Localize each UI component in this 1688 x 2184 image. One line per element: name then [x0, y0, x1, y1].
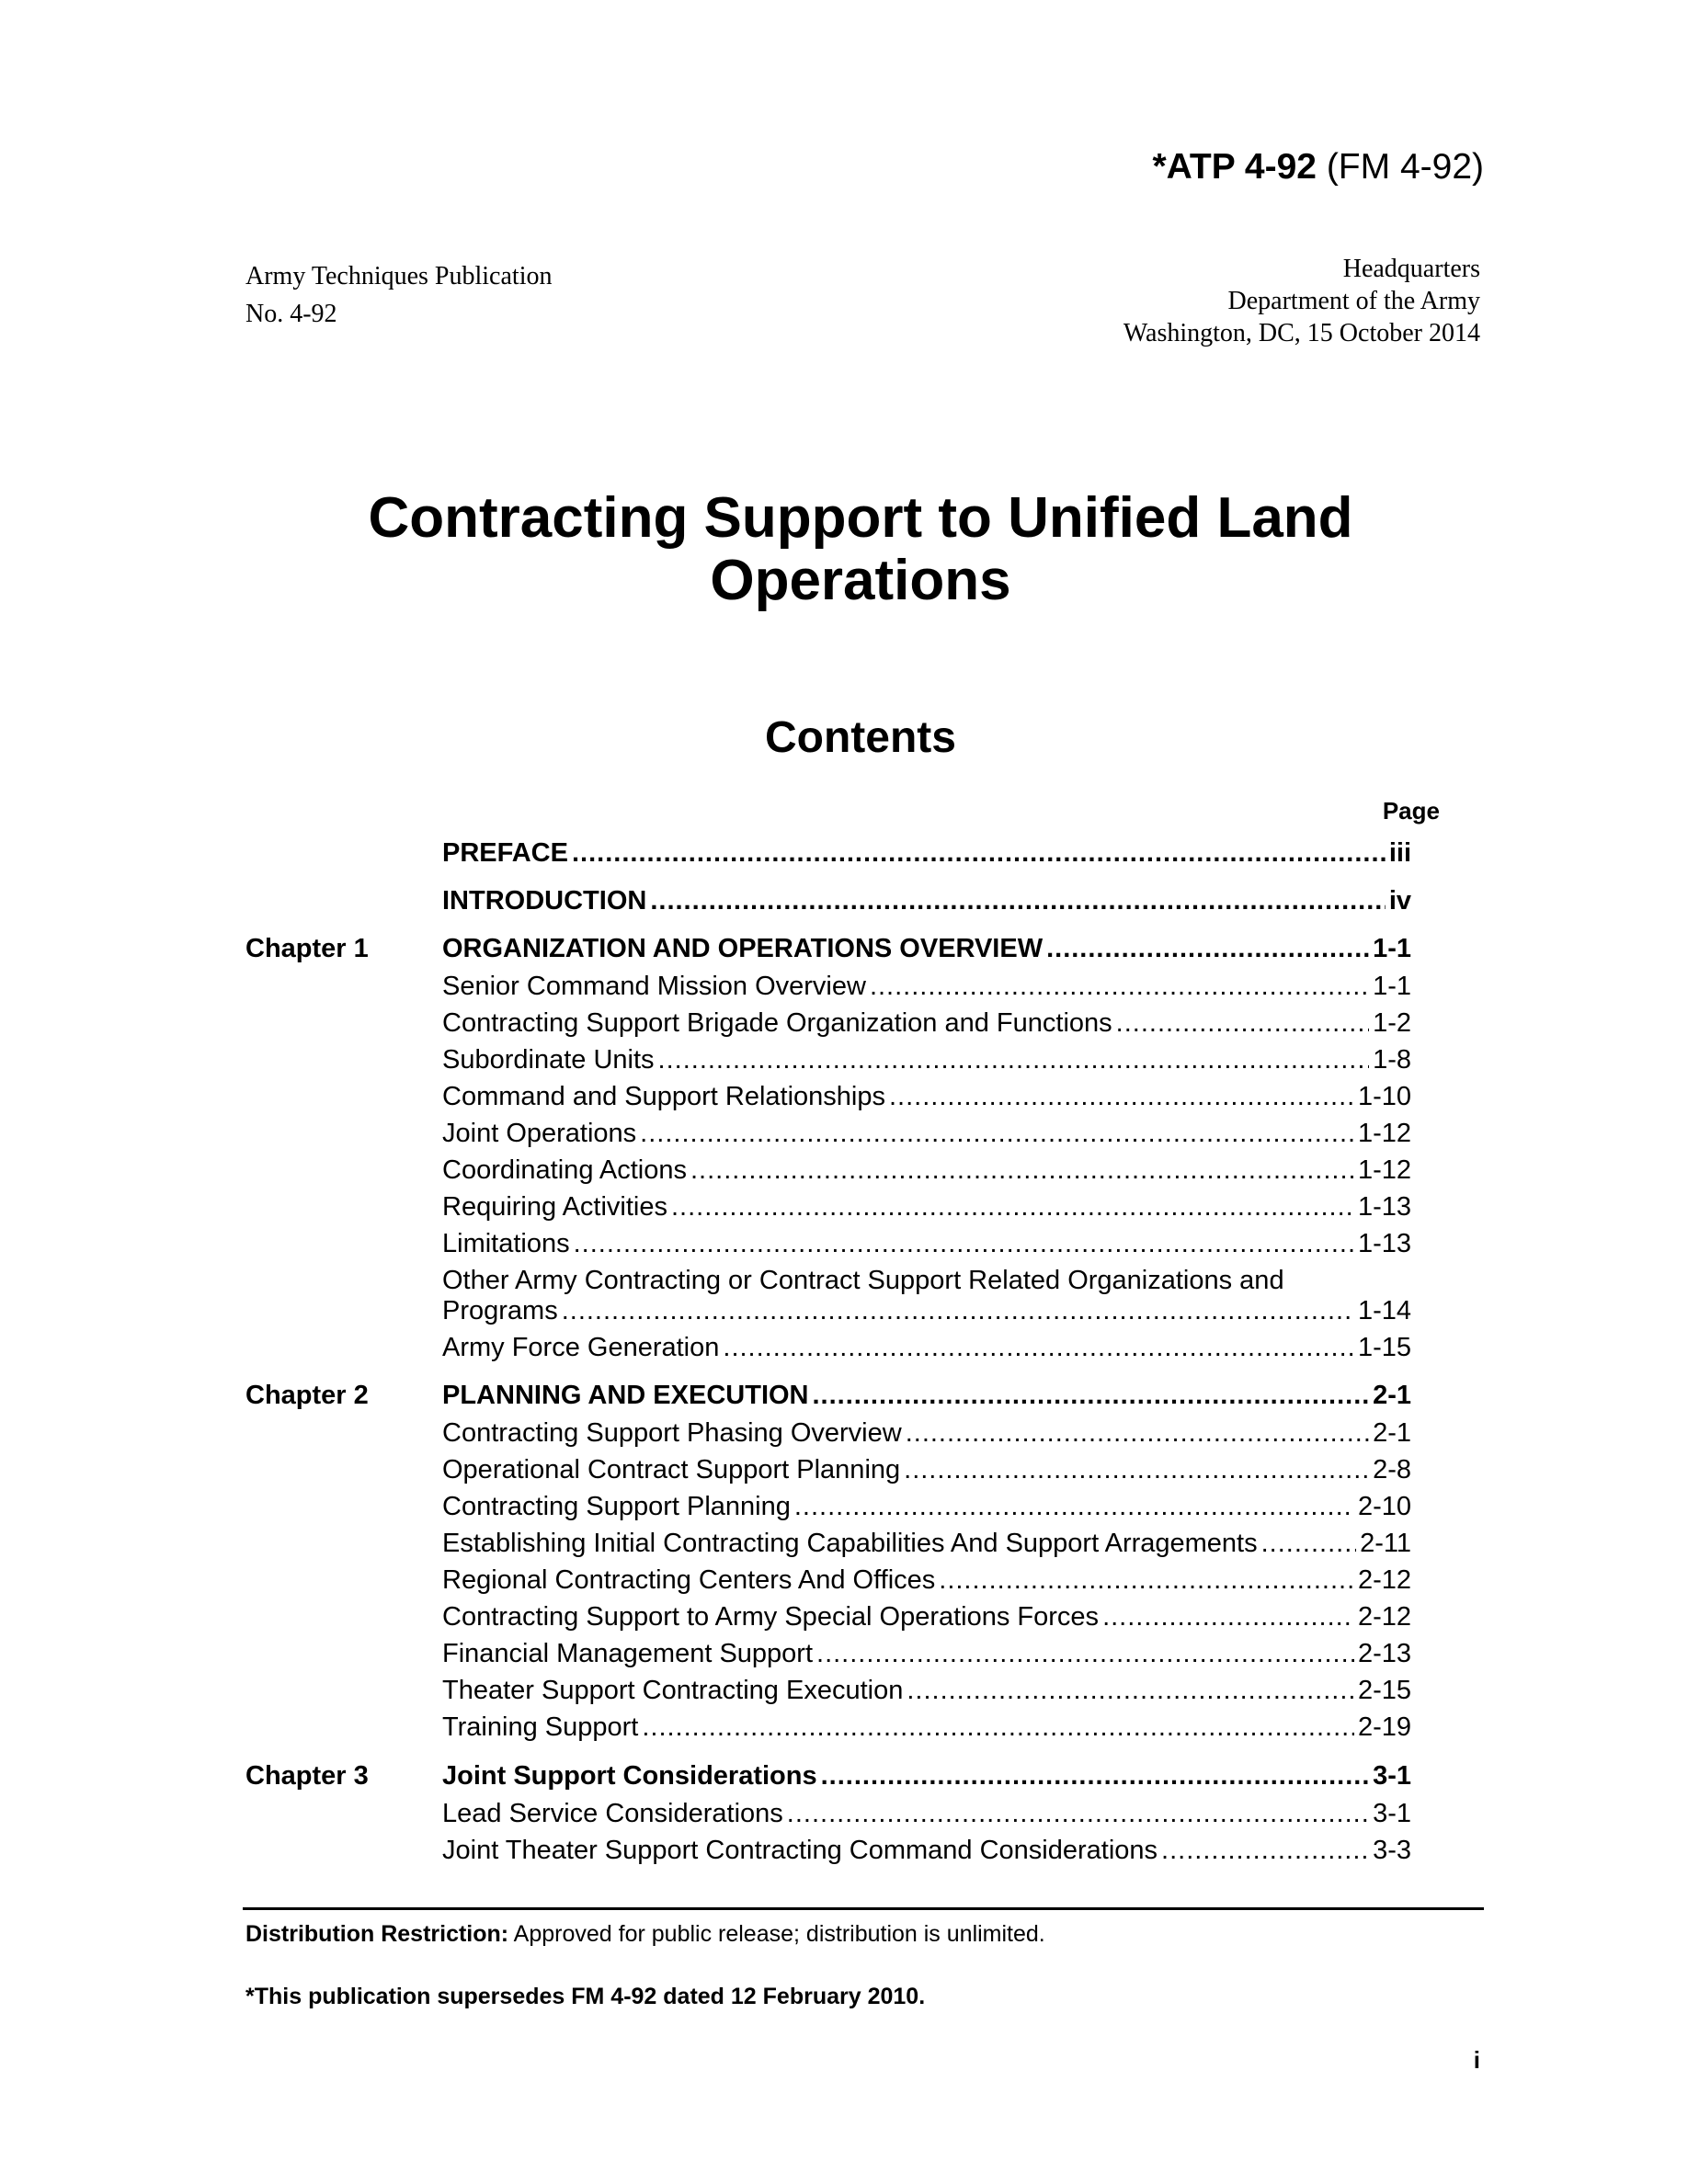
toc-entry-page: 2-1	[1373, 1418, 1411, 1448]
toc-entry-title: Contracting Support to Army Special Operations Forces	[442, 1602, 1100, 1632]
toc-leader-dots	[1161, 1836, 1369, 1866]
toc-section-wrapped-line[interactable]: Other Army Contracting or Contract Support Related Organizations and	[442, 1266, 1284, 1295]
toc-entry-title: Contracting Support Planning	[442, 1492, 791, 1521]
publication-line-2: No. 4-92	[245, 300, 337, 328]
page-number: i	[1473, 2046, 1480, 2074]
toc-entry-preface[interactable]	[442, 838, 1411, 869]
toc-entry-title: Coordinating Actions	[442, 1155, 687, 1185]
toc-chapter-2[interactable]	[442, 1381, 1411, 1411]
toc-leader-dots	[787, 1799, 1369, 1829]
toc-leader-dots	[574, 1229, 1354, 1259]
designation-sub: (FM 4-92)	[1326, 147, 1484, 187]
toc-section[interactable]	[442, 1529, 1411, 1559]
toc-entry-page: 3-3	[1373, 1836, 1411, 1865]
toc-entry-page: 1-14	[1357, 1296, 1411, 1325]
toc-leader-dots	[906, 1418, 1369, 1449]
toc-entry-title: Establishing Initial Contracting Capabilities And Support Arragements	[442, 1529, 1258, 1558]
toc-section[interactable]	[442, 1229, 1411, 1259]
toc-section[interactable]	[442, 1712, 1411, 1743]
headquarters-line-1: Headquarters	[1342, 255, 1480, 283]
toc-leader-dots	[658, 1045, 1370, 1075]
toc-leader-dots	[939, 1565, 1354, 1596]
toc-leader-dots	[889, 1082, 1354, 1112]
toc-entry-introduction[interactable]	[442, 886, 1411, 916]
headquarters-block	[1123, 253, 1480, 349]
toc-entry-page: 1-8	[1373, 1045, 1411, 1075]
distribution-text: Approved for public release; distribution is unlimited.	[508, 1921, 1045, 1947]
chapter-2-label: Chapter 2	[245, 1381, 369, 1410]
toc-section[interactable]	[442, 1799, 1411, 1829]
toc-entry-page: 2-11	[1360, 1529, 1411, 1558]
toc-chapter-3[interactable]	[442, 1761, 1411, 1792]
toc-section[interactable]	[442, 1492, 1411, 1522]
document-title	[0, 487, 1688, 612]
toc-section[interactable]	[442, 1045, 1411, 1075]
toc-leader-dots	[640, 1119, 1354, 1149]
toc-entry-title: ORGANIZATION AND OPERATIONS OVERVIEW	[442, 934, 1044, 963]
toc-entry-title: Contracting Support Phasing Overview	[442, 1418, 902, 1448]
toc-entry-page: 2-8	[1373, 1455, 1411, 1484]
toc-section[interactable]	[442, 1296, 1411, 1326]
toc-section[interactable]	[442, 972, 1411, 1002]
toc-entry-title: Financial Management Support	[442, 1639, 814, 1668]
toc-leader-dots	[1046, 934, 1369, 964]
toc-leader-dots	[816, 1639, 1354, 1669]
toc-entry-page: 2-10	[1357, 1492, 1411, 1521]
toc-leader-dots	[870, 972, 1369, 1002]
toc-leader-dots	[821, 1761, 1369, 1792]
toc-entry-title: Senior Command Mission Overview	[442, 972, 866, 1001]
toc-entry-title: Operational Contract Support Planning	[442, 1455, 901, 1484]
toc-section[interactable]	[442, 1155, 1411, 1186]
toc-entry-title: PREFACE	[442, 838, 568, 868]
contents-heading: Contents	[765, 713, 956, 762]
toc-section[interactable]	[442, 1333, 1411, 1363]
toc-leader-dots	[572, 838, 1386, 869]
distribution-label: Distribution Restriction:	[245, 1921, 509, 1947]
toc-section[interactable]	[442, 1676, 1411, 1706]
toc-entry-page: 3-1	[1373, 1761, 1411, 1791]
toc-entry-page: 1-2	[1373, 1008, 1411, 1038]
toc-entry-title: Requiring Activities	[442, 1192, 667, 1222]
toc-entry-page: 1-13	[1357, 1229, 1411, 1258]
document-title-line-2: Operations	[710, 549, 1011, 612]
designation-main: *ATP 4-92	[1152, 147, 1317, 187]
toc-section[interactable]	[442, 1082, 1411, 1112]
toc-section[interactable]	[442, 1602, 1411, 1632]
toc-entry-page: iii	[1388, 838, 1411, 868]
publication-line-1: Army Techniques Publication	[245, 262, 553, 290]
toc-entry-title: Lead Service Considerations	[442, 1799, 783, 1828]
toc-entry-page: 2-13	[1357, 1639, 1411, 1668]
headquarters-line-2: Department of the Army	[1227, 287, 1480, 315]
toc-entry-page: 3-1	[1373, 1799, 1411, 1828]
toc-leader-dots	[1261, 1529, 1356, 1559]
toc-entry-title: INTRODUCTION	[442, 886, 647, 916]
toc-entry-page: 1-15	[1357, 1333, 1411, 1362]
toc-leader-dots	[562, 1296, 1354, 1326]
chapter-1-label: Chapter 1	[245, 934, 369, 963]
toc-leader-dots	[690, 1155, 1354, 1186]
toc-leader-dots	[1102, 1602, 1354, 1632]
distribution-restriction	[245, 1921, 1045, 1948]
supersede-notice: *This publication supersedes FM 4-92 dated 12 February 2010.	[245, 1984, 926, 2009]
toc-leader-dots	[904, 1455, 1369, 1485]
toc-entry-page: iv	[1388, 886, 1411, 916]
toc-entry-title: Army Force Generation	[442, 1333, 720, 1362]
toc-entry-title: Training Support	[442, 1712, 639, 1742]
toc-entry-page: 2-12	[1357, 1602, 1411, 1632]
toc-entry-page: 2-19	[1357, 1712, 1411, 1742]
toc-entry-page: 2-12	[1357, 1565, 1411, 1595]
toc-leader-dots	[723, 1333, 1354, 1363]
headquarters-line-3: Washington, DC, 15 October 2014	[1123, 319, 1480, 347]
toc-section[interactable]	[442, 1119, 1411, 1149]
toc-section[interactable]	[442, 1639, 1411, 1669]
toc-entry-title: Regional Contracting Centers And Offices	[442, 1565, 936, 1595]
toc-entry-title: PLANNING AND EXECUTION	[442, 1381, 809, 1410]
toc-entry-page: 2-15	[1357, 1676, 1411, 1705]
toc-leader-dots	[671, 1192, 1354, 1223]
toc-leader-dots	[907, 1676, 1354, 1706]
toc-entry-page: 1-1	[1373, 972, 1411, 1001]
toc-entry-title: Contracting Support Brigade Organization and Functions	[442, 1008, 1112, 1038]
toc-entry-title: Joint Theater Support Contracting Command Considerations	[442, 1836, 1158, 1865]
toc-section[interactable]	[442, 1008, 1411, 1039]
toc-entry-page: 1-13	[1357, 1192, 1411, 1222]
toc-entry-title: Theater Support Contracting Execution	[442, 1676, 904, 1705]
toc-entry-title: Joint Support Considerations	[442, 1761, 817, 1791]
publication-block	[245, 257, 552, 333]
toc-entry-title: Programs	[442, 1296, 558, 1325]
toc-section[interactable]	[442, 1455, 1411, 1485]
toc-entry-page: 1-1	[1373, 934, 1411, 963]
toc-entry-page: 1-12	[1357, 1119, 1411, 1148]
toc-entry-page: 1-10	[1357, 1082, 1411, 1111]
toc-leader-dots	[1116, 1008, 1369, 1039]
toc-leader-dots	[794, 1492, 1354, 1522]
document-title-line-1: Contracting Support to Unified Land	[368, 486, 1353, 550]
toc-leader-dots	[650, 886, 1385, 916]
toc-section[interactable]	[442, 1418, 1411, 1449]
toc-entry-title: Subordinate Units	[442, 1045, 655, 1075]
toc-section[interactable]	[442, 1836, 1411, 1866]
toc-entry-page: 2-1	[1373, 1381, 1411, 1410]
publication-designation	[1152, 147, 1484, 188]
toc-section[interactable]	[442, 1565, 1411, 1596]
footer-divider	[243, 1907, 1484, 1910]
toc-chapter-1[interactable]	[442, 934, 1411, 964]
toc-leader-dots	[813, 1381, 1370, 1411]
toc-section[interactable]	[442, 1192, 1411, 1223]
toc-leader-dots	[642, 1712, 1354, 1743]
toc-entry-title: Limitations	[442, 1229, 570, 1258]
chapter-3-label: Chapter 3	[245, 1761, 369, 1791]
page-column-label: Page	[1382, 797, 1440, 825]
toc-entry-title: Command and Support Relationships	[442, 1082, 885, 1111]
toc-entry-page: 1-12	[1357, 1155, 1411, 1185]
toc-entry-title: Joint Operations	[442, 1119, 637, 1148]
